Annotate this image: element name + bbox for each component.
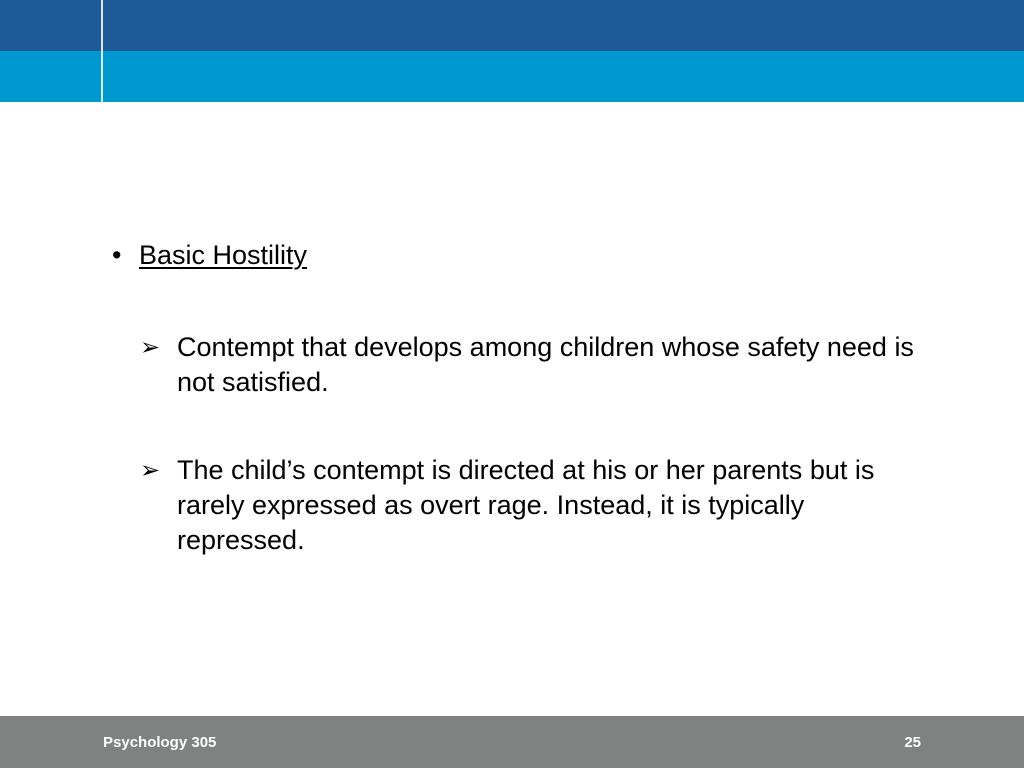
header-band-top xyxy=(0,0,1024,51)
sub-point-list xyxy=(112,330,932,558)
main-bullet-label: Basic Hostility xyxy=(139,240,308,270)
header-divider xyxy=(101,0,103,102)
bullet-icon: • xyxy=(112,240,122,270)
header-band-bottom xyxy=(0,51,1024,102)
footer-bar xyxy=(0,716,1024,768)
arrow-bullet-icon: ➢ xyxy=(140,457,161,484)
sub-point-text: Contempt that develops among children whose safety need is not satisfied. xyxy=(177,332,914,397)
main-bullet xyxy=(112,236,932,274)
sub-point xyxy=(140,330,932,400)
footer-course-title: Psychology 305 xyxy=(103,734,217,751)
arrow-bullet-icon: ➢ xyxy=(140,334,161,361)
sub-point-text: The child’s contempt is directed at his or her parents but is rarely expressed as overt rage. Instead, it is typically repressed. xyxy=(177,455,875,555)
slide-content xyxy=(112,236,932,611)
slide-number: 25 xyxy=(904,734,921,751)
sub-point xyxy=(140,453,932,558)
